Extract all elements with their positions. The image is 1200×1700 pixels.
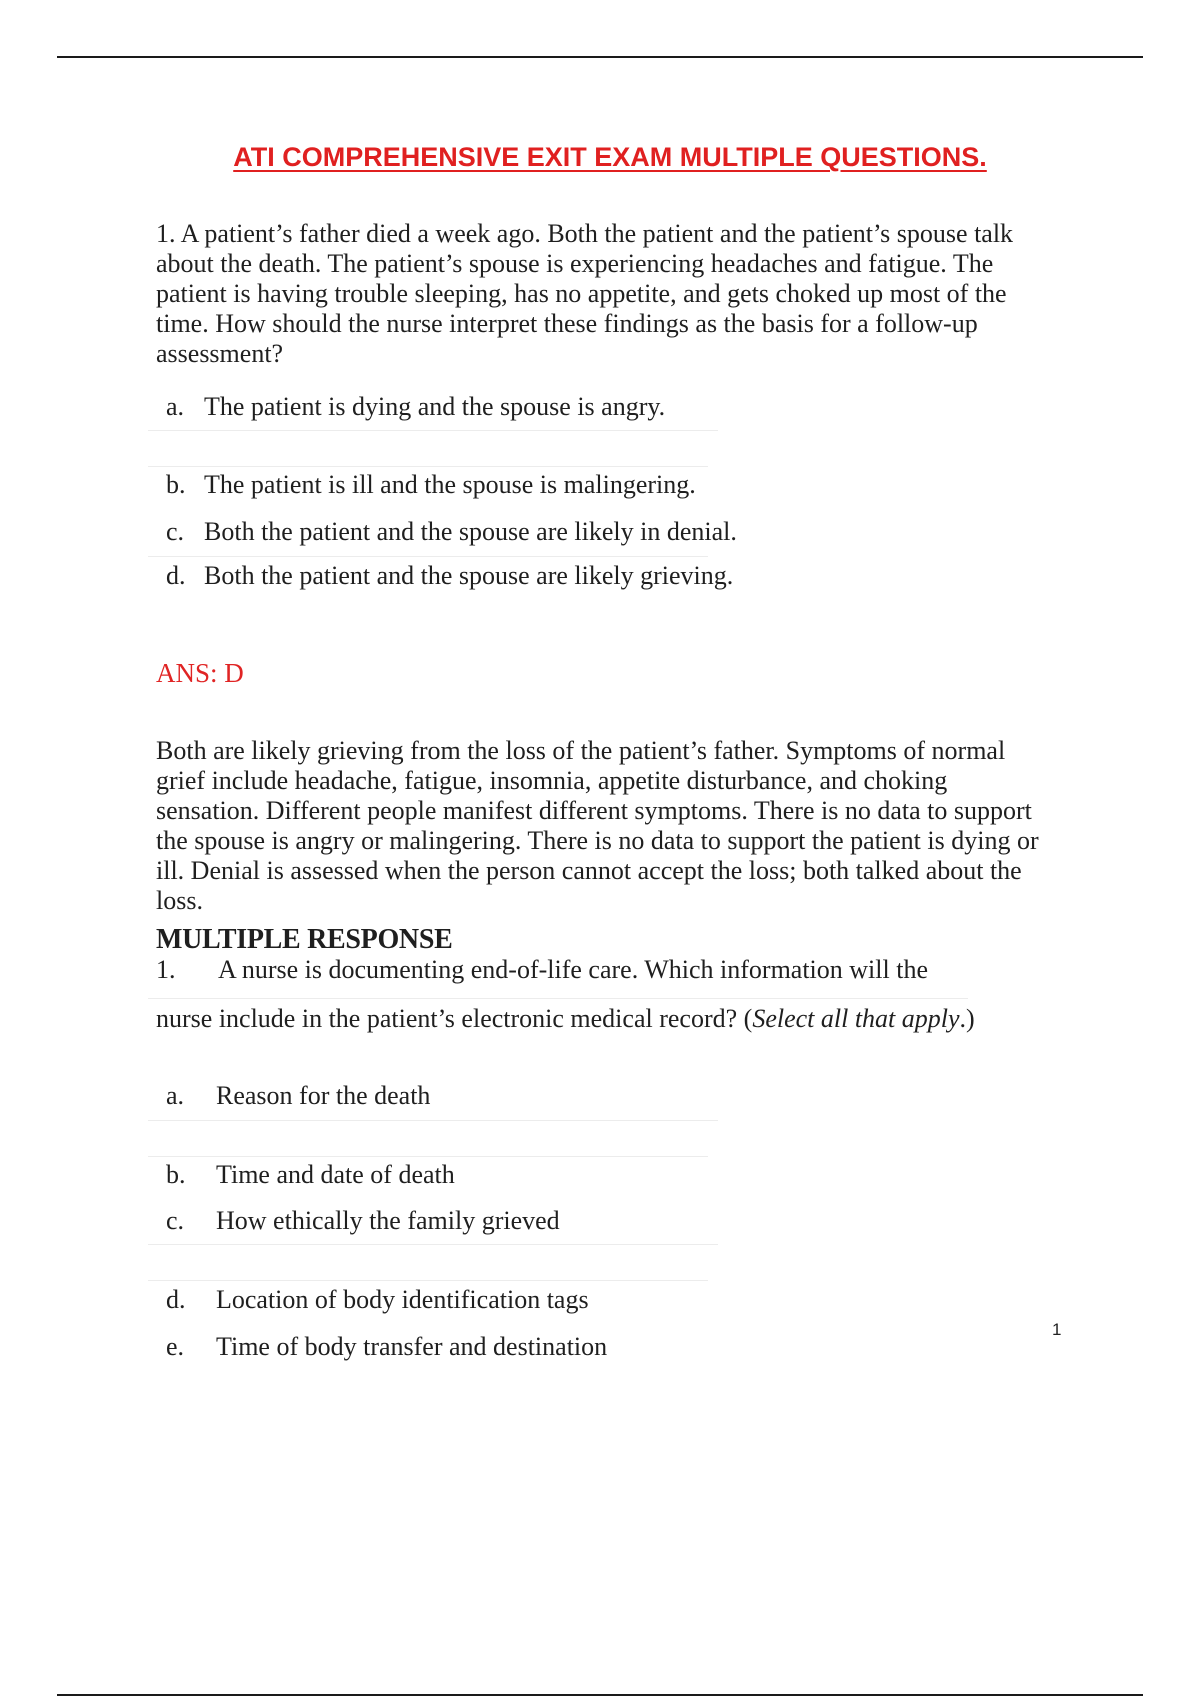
page-number: 1: [1052, 1320, 1062, 1339]
option-letter: b.: [166, 1160, 186, 1189]
document-title: ATI COMPREHENSIVE EXIT EXAM MULTIPLE QUESTIONS.: [233, 142, 987, 172]
option-text: How ethically the family grieved: [216, 1206, 560, 1235]
option-letter: d.: [166, 561, 186, 590]
table-rule: [148, 466, 708, 467]
option-text: Both the patient and the spouse are likely grieving.: [204, 561, 734, 590]
mr-question-line1: A nurse is documenting end-of-life care. Which information will the: [218, 955, 928, 984]
option-c: [166, 517, 737, 547]
bottom-rule: [57, 1694, 1143, 1696]
option-letter: c.: [166, 517, 185, 546]
mr-question-number: 1.: [156, 955, 176, 984]
mr-option-d: [166, 1285, 589, 1315]
rationale-text: Both are likely grieving from the loss of the patient’s father. Symptoms of normal grief include headache, fatigue, insomnia, appetite disturbance, and choking sensation. Different people manifest different symptoms. There is no data to support the spouse is angry or malingering. There is no data to support the patient is dying or ill. Denial is assessed when the person cannot accept the loss; both talked about the loss.: [156, 736, 1039, 915]
option-b: [166, 470, 696, 500]
option-text: The patient is dying and the spouse is angry.: [204, 392, 666, 421]
mr-option-e: [166, 1332, 607, 1362]
mr-option-b: [166, 1160, 455, 1190]
table-rule: [148, 998, 968, 999]
table-rule: [148, 1244, 718, 1245]
option-text: Location of body identification tags: [216, 1285, 589, 1314]
option-a: [166, 392, 665, 422]
question-1-stem: 1. A patient’s father died a week ago. Both the patient and the patient’s spouse talk about the death. The patient’s spouse is experiencing headaches and fatigue. The patient is having trouble sleeping, has no appetite, and gets choked up most of the time. How should the nurse interpret these findings as the basis for a follow-up assessment?: [156, 219, 1014, 368]
table-rule: [148, 1280, 708, 1281]
table-rule: [148, 556, 708, 557]
option-text: Reason for the death: [216, 1081, 431, 1110]
option-letter: a.: [166, 1081, 185, 1110]
mr-question-end: .): [959, 1004, 975, 1033]
option-text: Both the patient and the spouse are likely in denial.: [204, 517, 737, 546]
option-text: The patient is ill and the spouse is malingering.: [204, 470, 696, 499]
mr-question-plain: nurse include in the patient’s electronic medical record? (: [156, 1004, 753, 1033]
mr-option-a: [166, 1081, 430, 1111]
mr-question-line2: [156, 1004, 986, 1034]
option-d: [166, 561, 733, 591]
table-rule: [148, 430, 718, 431]
option-letter: b.: [166, 470, 186, 499]
answer-key: ANS: D: [156, 658, 244, 688]
top-rule: [57, 56, 1143, 58]
section-heading: MULTIPLE RESPONSE: [156, 924, 453, 955]
mr-question-italic: Select all that apply: [752, 1004, 960, 1033]
option-letter: e.: [166, 1332, 185, 1361]
table-rule: [148, 1156, 708, 1157]
option-letter: c.: [166, 1206, 185, 1235]
option-letter: a.: [166, 392, 185, 421]
table-rule: [148, 1120, 718, 1121]
option-text: Time and date of death: [216, 1160, 455, 1189]
option-text: Time of body transfer and destination: [216, 1332, 608, 1361]
option-letter: d.: [166, 1285, 186, 1314]
mr-option-c: [166, 1206, 560, 1236]
